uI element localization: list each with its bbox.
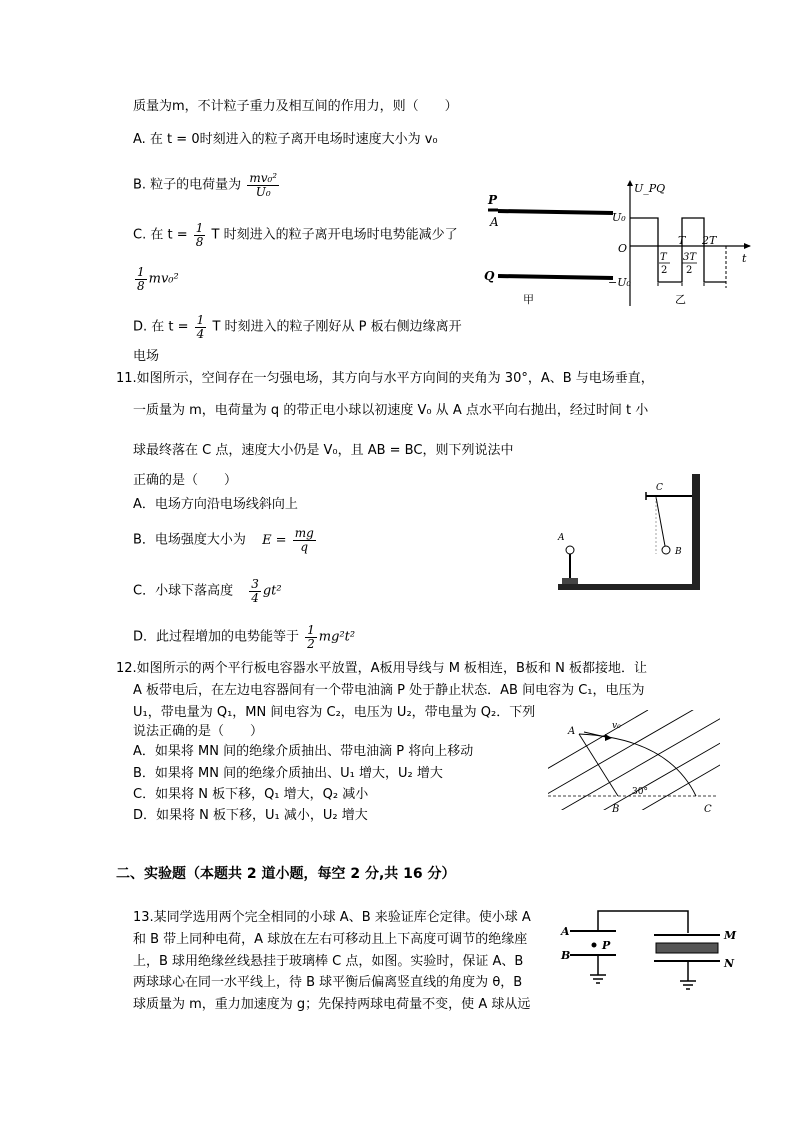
fraction-denominator: 4 xyxy=(251,590,259,605)
q10-option-b xyxy=(133,172,281,198)
q13-line-5: 球质量为 m，重力加速度为 g；先保持两球电荷量不变，使 A 球从远 xyxy=(133,997,531,1012)
q11-option-d-text: D．此过程增加的电势能等于 xyxy=(133,629,300,645)
q10-option-b-text: B. 粒子的电荷量为 xyxy=(133,177,242,193)
q10-option-d-continued: 电场 xyxy=(133,349,160,364)
section-2-heading: 二、实验题（本题共 2 道小题，每空 2 分,共 16 分） xyxy=(116,866,456,882)
q12-option-d: D．如果将 N 板下移，U₁ 减小，U₂ 增大 xyxy=(133,808,368,823)
q12-line-2: A 板带电后，在左边电容器间有一个带电油滴 P 处于静止状态．AB 间电容为 C₁，电压为 xyxy=(133,683,645,698)
label-t-axis: t xyxy=(742,252,747,265)
label-p: P xyxy=(602,939,611,952)
floor xyxy=(558,584,700,590)
label-t2-num: T xyxy=(660,252,667,263)
label-p: P xyxy=(488,193,498,207)
q10-option-d-text-2: T 时刻进入的粒子刚好从 P 板右侧边缘离开 xyxy=(212,319,462,335)
q10-option-d-text: D. 在 t = xyxy=(133,319,189,335)
wall xyxy=(692,474,700,588)
q10-option-b-fraction xyxy=(247,172,279,198)
fraction-denominator: 4 xyxy=(196,326,205,341)
q11-option-b xyxy=(133,527,318,553)
label-c: C xyxy=(656,483,663,493)
label-3t2-num: 3T xyxy=(683,252,697,263)
q10-option-a: A. 在 t = 0时刻进入的粒子离开电场时速度大小为 v₀ xyxy=(133,132,438,147)
label-30-degrees: 30° xyxy=(632,787,648,797)
q10-option-c-fraction xyxy=(194,222,206,248)
q11-line-1: 11.如图所示，空间存在一匀强电场，其方向与水平方向间的夹角为 30°，A、B 与电场垂直， xyxy=(116,371,654,386)
capacitor-figure xyxy=(558,905,742,1005)
field-line xyxy=(548,710,648,780)
q10-stem: 质量为m，不计粒子重力及相互间的作用力，则（ ） xyxy=(133,99,458,114)
label-jia: 甲 xyxy=(523,293,534,306)
fraction-denominator: 8 xyxy=(137,278,145,293)
q10-option-c xyxy=(133,222,458,248)
label-upq: U_PQ xyxy=(634,182,666,195)
q12-line-3: U₁，带电量为 Q₁，MN 间电容为 C₂，电压为 U₂，带电量为 Q₂．下列 xyxy=(133,705,536,720)
insulating-dielectric xyxy=(656,943,718,953)
velocity-arrowhead xyxy=(605,734,612,741)
q10-option-c-cont-tail: mv₀² xyxy=(148,271,179,287)
label-b: B xyxy=(561,949,571,962)
wire-a-to-m xyxy=(598,911,688,933)
label-n: N xyxy=(724,957,735,970)
q11-option-b-fraction xyxy=(293,527,316,553)
label-2t-tick: 2T xyxy=(702,234,717,247)
plate-p xyxy=(498,211,613,213)
line-ab xyxy=(579,734,618,796)
q13-line-3: 上，B 球用绝缘丝线悬挂于玻璃棒 C 点，如图。实验时，保证 A、B xyxy=(133,954,524,969)
oil-drop-p xyxy=(592,943,597,948)
q13-line-1: 13.某同学选用两个完全相同的小球 A、B 来验证库仑定律。使小球 A xyxy=(133,910,531,925)
q10-option-d-fraction xyxy=(195,314,207,340)
label-a: A xyxy=(558,533,565,543)
fraction-denominator: 2 xyxy=(307,636,315,651)
field-figure xyxy=(548,710,720,820)
label-t-tick: T xyxy=(678,234,686,247)
label-q: Q xyxy=(484,269,495,283)
label-a: A xyxy=(561,925,570,938)
silk-thread xyxy=(656,497,665,546)
ball-b xyxy=(662,546,670,554)
q10-option-c-cont-fraction xyxy=(135,266,147,292)
label-a: A xyxy=(568,726,576,737)
label-u0: U₀ xyxy=(612,211,626,224)
label-yi: 乙 xyxy=(675,293,686,306)
ball-a xyxy=(566,546,574,554)
q12-line-4: 说法正确的是（ ） xyxy=(133,724,264,739)
square-wave xyxy=(630,218,726,282)
q12-option-c: C．如果将 N 板下移，Q₁ 增大，Q₂ 减小 xyxy=(133,787,369,802)
q11-option-c-tail: gt² xyxy=(262,583,282,599)
fraction-numerator: 1 xyxy=(307,623,315,637)
stand-base xyxy=(562,578,578,584)
fraction-denominator: 8 xyxy=(195,234,204,249)
label-o: O xyxy=(618,242,628,255)
q11-option-d-fraction xyxy=(305,624,317,650)
q11-line-2: 一质量为 m，电荷量为 q 的带正电小球以初速度 V₀ 从 A 点水平向右抛出，经过时间 t 小 xyxy=(133,403,649,418)
fraction-numerator: mv₀² xyxy=(249,171,278,185)
label-t2-den: 2 xyxy=(661,265,668,276)
q11-line-4: 正确的是（ ） xyxy=(133,473,238,488)
q12-line-1: 12.如图所示的两个平行板电容器水平放置，A板用导线与 M 板相连，B板和 N 板都接地．让 xyxy=(116,661,647,676)
label-v0: v₀ xyxy=(612,721,621,731)
q13-line-4: 两球球心在同一水平线上，待 B 球平衡后偏离竖直线的角度为 θ，B xyxy=(133,975,523,990)
q11-option-c-fraction xyxy=(249,578,261,604)
q11-figure xyxy=(552,474,704,594)
fraction-numerator: 3 xyxy=(251,577,259,591)
q11-option-c xyxy=(133,578,282,604)
label-b: B xyxy=(612,804,620,815)
fraction-denominator: q xyxy=(300,539,309,554)
t-axis-arrow xyxy=(744,243,751,249)
q11-option-b-lhs: E = xyxy=(262,532,287,548)
label-b: B xyxy=(675,547,682,557)
q11-option-b-text: B．电场强度大小为 xyxy=(133,532,246,548)
label-c: C xyxy=(704,804,712,815)
q11-option-c-text: C．小球下落高度 xyxy=(133,583,234,599)
fraction-numerator: mg xyxy=(294,526,314,540)
q10-option-c-text-2: T 时刻进入的粒子离开电场时电势能减少了 xyxy=(211,227,458,243)
q11-line-3: 球最终落在 C 点，速度大小仍是 V₀，且 AB = BC，则下列说法中 xyxy=(133,443,514,458)
q10-option-c-continued xyxy=(133,266,179,292)
q10-option-d xyxy=(133,314,462,340)
fraction-numerator: 1 xyxy=(195,221,204,235)
q13-line-2: 和 B 带上同种电荷，A 球放在左右可移动且上下高度可调节的绝缘座 xyxy=(133,932,528,947)
q12-option-a: A．如果将 MN 间的绝缘介质抽出、带电油滴 P 将向上移动 xyxy=(133,744,474,759)
q12-option-b: B．如果将 MN 间的绝缘介质抽出、U₁ 增大，U₂ 增大 xyxy=(133,766,443,781)
q11-option-a: A．电场方向沿电场线斜向上 xyxy=(133,497,298,512)
fraction-numerator: 1 xyxy=(196,313,205,327)
q10-option-c-text: C. 在 t = xyxy=(133,227,188,243)
label-m: M xyxy=(724,929,737,942)
fraction-numerator: 1 xyxy=(137,265,145,279)
fraction-denominator: U₀ xyxy=(255,184,271,199)
q11-option-d xyxy=(133,624,355,650)
label-neg-u0: −U₀ xyxy=(608,276,631,289)
u-axis-arrow xyxy=(627,180,633,186)
label-3t2-den: 2 xyxy=(686,265,693,276)
plate-q xyxy=(498,276,613,278)
q11-option-d-tail: mg²t² xyxy=(318,629,356,645)
label-a: A xyxy=(490,215,499,229)
q10-figure xyxy=(478,178,752,313)
